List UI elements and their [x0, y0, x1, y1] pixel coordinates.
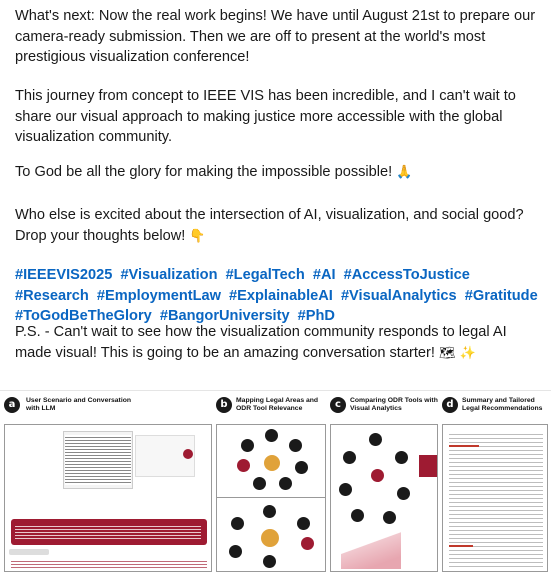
post-paragraph-journey: This journey from concept to IEEE VIS has been incredible, and I can't wait to share our visual approach to making justice more accessible with the global visualization community.: [15, 88, 516, 145]
post-paragraph-question: [15, 205, 545, 247]
graph-node: [231, 517, 244, 530]
panel-d: [442, 397, 548, 573]
send-icon: [183, 449, 193, 459]
hashtag-list: [15, 265, 545, 327]
hashtag-link[interactable]: #PhD: [297, 308, 335, 324]
panel-title: Comparing ODR Tools with Visual Analytics: [350, 397, 438, 412]
graph-node: [395, 451, 408, 464]
hashtag-link[interactable]: #ExplainableAI: [229, 287, 333, 304]
graph-node: [369, 433, 382, 446]
graph-node: [351, 509, 364, 522]
graph-node: [263, 555, 276, 568]
legal-areas-graph: [216, 424, 326, 572]
document-text-lines: [65, 435, 131, 485]
graph-node: [263, 505, 276, 518]
hashtag-link[interactable]: #LegalTech: [225, 267, 305, 283]
graph-node: [297, 517, 310, 530]
odr-tools-graph: [330, 424, 438, 572]
section-heading-mark: [449, 445, 479, 447]
graph-center-node: [264, 455, 280, 471]
radar-chart: [341, 529, 401, 569]
graph-node: [229, 545, 242, 558]
user-message-text: [15, 524, 201, 541]
hashtag-link[interactable]: #Gratitude: [464, 287, 538, 304]
panel-badge: b: [216, 397, 232, 413]
section-heading-mark: [449, 545, 473, 547]
panel-badge: c: [330, 397, 346, 413]
graph-node: [253, 477, 266, 490]
graph-node: [237, 459, 250, 472]
panel-title: Summary and Tailored Legal Recommendations: [462, 397, 543, 412]
assistant-reply-text: [11, 559, 207, 569]
graph-node: [279, 477, 292, 490]
hashtag-link[interactable]: #IEEEVIS2025: [15, 267, 113, 283]
hashtag-link[interactable]: #BangorUniversity: [159, 308, 290, 324]
post-paragraph-ps: [15, 322, 545, 364]
hashtag-link[interactable]: #VisualAnalytics: [340, 287, 457, 304]
question-text: Who else is excited about the intersection of AI, visualization, and social good? Drop your thoughts below!: [15, 207, 524, 244]
map-sparkles-emoji: 🗺 ✨: [439, 345, 476, 361]
ps-text: P.S. - Can't wait to see how the visualization community responds to legal AI made visual! This is going to be an amazing conversation starter!: [15, 324, 507, 361]
divider: [217, 497, 326, 498]
chat-screenshot: [4, 424, 212, 572]
pointing-down-emoji: 👇: [189, 228, 206, 244]
graph-node: [289, 439, 302, 452]
hashtag-link[interactable]: #AI: [312, 267, 336, 283]
graph-node: [383, 511, 396, 524]
graph-node: [301, 537, 314, 550]
panel-b: [216, 397, 326, 573]
graph-node: [371, 469, 384, 482]
praying-hands-emoji: 🙏: [396, 165, 413, 180]
graph-node: [339, 483, 352, 496]
graph-node: [397, 487, 410, 500]
post-paragraph-next-steps: What's next: Now the real work begins! We have until August 21st to prepare our camera-ready submission. Then we are off to present at the world's most prestigious visualization conference!: [15, 8, 536, 65]
hashtag-link[interactable]: #AccessToJustice: [343, 267, 470, 283]
panel-badge: a: [4, 397, 20, 413]
graph-node: [295, 461, 308, 474]
graph-node: [241, 439, 254, 452]
post-paragraph-glory: [15, 162, 412, 184]
panel-a: [4, 397, 212, 573]
graph-node: [343, 451, 356, 464]
glory-text: To God be all the glory for making the impossible possible!: [15, 164, 393, 180]
hashtag-link[interactable]: #ToGodBeTheGlory: [15, 308, 152, 324]
panel-badge: d: [442, 397, 458, 413]
detail-card: [419, 455, 437, 477]
panel-title: Mapping Legal Areas and ODR Tool Relevance: [236, 397, 319, 412]
hashtag-link[interactable]: #EmploymentLaw: [96, 287, 221, 304]
post-figure-image[interactable]: [0, 390, 551, 574]
hashtag-link[interactable]: #Research: [15, 287, 89, 304]
hashtag-link[interactable]: #Visualization: [120, 267, 218, 283]
toolbar: [9, 549, 49, 555]
panel-c: [330, 397, 438, 573]
graph-center-node: [261, 529, 279, 547]
summary-document: [442, 424, 548, 572]
graph-node: [265, 429, 278, 442]
panel-title: User Scenario and Conversation with LLM: [26, 397, 132, 412]
